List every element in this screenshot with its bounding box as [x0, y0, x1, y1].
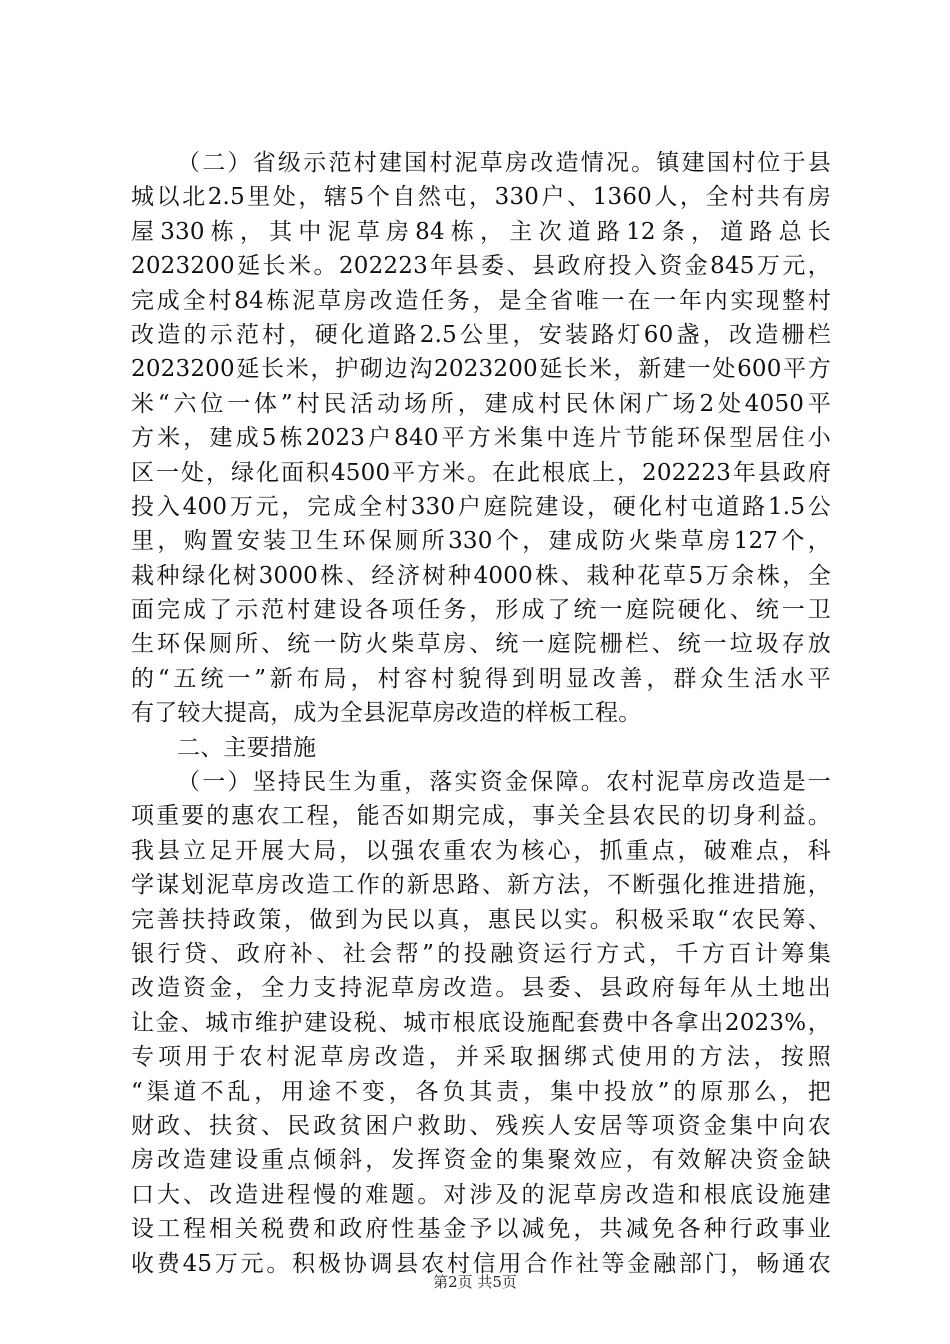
paragraph-line: 里，购置安装卫生环保厕所330个，建成防火柴草房127个，	[131, 528, 831, 555]
paragraph-line: 我县立足开展大局，以强农重农为核心，抓重点，破难点，科	[131, 837, 831, 864]
paragraph-line: 项重要的惠农工程，能否如期完成，事关全县农民的切身利益。	[131, 803, 831, 830]
paragraph-line: 银行贷、政府补、社会帮”的投融资运行方式，千方百计筹集	[131, 940, 831, 967]
paragraph-line: 收费45万元。积极协调县农村信用合作社等金融部门，畅通农	[131, 1250, 831, 1277]
paragraph-line: 2023200延长米。202223年县委、县政府投入资金845万元，	[131, 253, 831, 280]
paragraph-line: 房改造建设重点倾斜，发挥资金的集聚效应，有效解决资金缺	[131, 1147, 831, 1174]
paragraph-line: 财政、扶贫、民政贫困户救助、残疾人安居等项资金集中向农	[131, 1112, 831, 1139]
paragraph-line: 专项用于农村泥草房改造，并采取捆绑式使用的方法，按照	[131, 1044, 831, 1071]
paragraph-line: 完善扶持政策，做到为民以真，惠民以实。积极采取“农民筹、	[131, 906, 831, 933]
paragraph-line: 改造资金，全力支持泥草房改造。县委、县政府每年从土地出	[131, 975, 831, 1002]
paragraph-line: 生环保厕所、统一防火柴草房、统一庭院栅栏、统一垃圾存放	[131, 631, 831, 658]
section-heading: 二、主要措施	[177, 734, 317, 761]
paragraph-line: 让金、城市维护建设税、城市根底设施配套费中各拿出2023%，	[131, 1009, 831, 1036]
paragraph-line: 改造的示范村，硬化道路2.5公里，安装路灯60盏，改造栅栏	[131, 321, 831, 348]
paragraph-line: 投入400万元，完成全村330户庭院建设，硬化村屯道路1.5公	[131, 493, 831, 520]
paragraph-line: 口大、改造进程慢的难题。对涉及的泥草房改造和根底设施建	[131, 1181, 831, 1208]
paragraph-line: 屋330栋，其中泥草房84栋，主次道路12条，道路总长	[131, 218, 831, 245]
paragraph-line: 完成全村84栋泥草房改造任务，是全省唯一在一年内实现整村	[131, 287, 831, 314]
paragraph-line: 方米，建成5栋2023户840平方米集中连片节能环保型居住小	[131, 425, 831, 452]
paragraph-line: 学谋划泥草房改造工作的新思路、新方法，不断强化推进措施，	[131, 872, 831, 899]
paragraph-line: 栽种绿化树3000株、经济树种4000株、栽种花草5万余株，全	[131, 562, 831, 589]
paragraph-line: （一）坚持民生为重，落实资金保障。农村泥草房改造是一	[177, 769, 831, 796]
paragraph-line: 的“五统一”新布局，村容村貌得到明显改善，群众生活水平	[131, 665, 831, 692]
paragraph-line: 2023200延长米，护砌边沟2023200延长米，新建一处600平方	[131, 356, 831, 383]
page-number: 第2页 共5页	[433, 1273, 517, 1291]
paragraph-line: 有了较大提高，成为全县泥草房改造的样板工程。	[131, 700, 642, 727]
paragraph-line: “渠道不乱，用途不变，各负其责，集中投放”的原那么，把	[131, 1078, 831, 1105]
paragraph-line: 面完成了示范村建设各项任务，形成了统一庭院硬化、统一卫	[131, 597, 831, 624]
paragraph-line: （二）省级示范村建国村泥草房改造情况。镇建国村位于县	[177, 150, 831, 176]
paragraph-line: 米“六位一体”村民活动场所，建成村民休闲广场2处4050平	[131, 390, 831, 417]
body-text	[131, 146, 831, 1281]
paragraph-line: 设工程相关税费和政府性基金予以减免，共减免各种行政事业	[131, 1216, 831, 1243]
paragraph-line: 区一处，绿化面积4500平方米。在此根底上，202223年县政府	[131, 459, 831, 486]
paragraph-line: 城以北2.5里处，辖5个自然屯，330户、1360人，全村共有房	[131, 184, 831, 211]
